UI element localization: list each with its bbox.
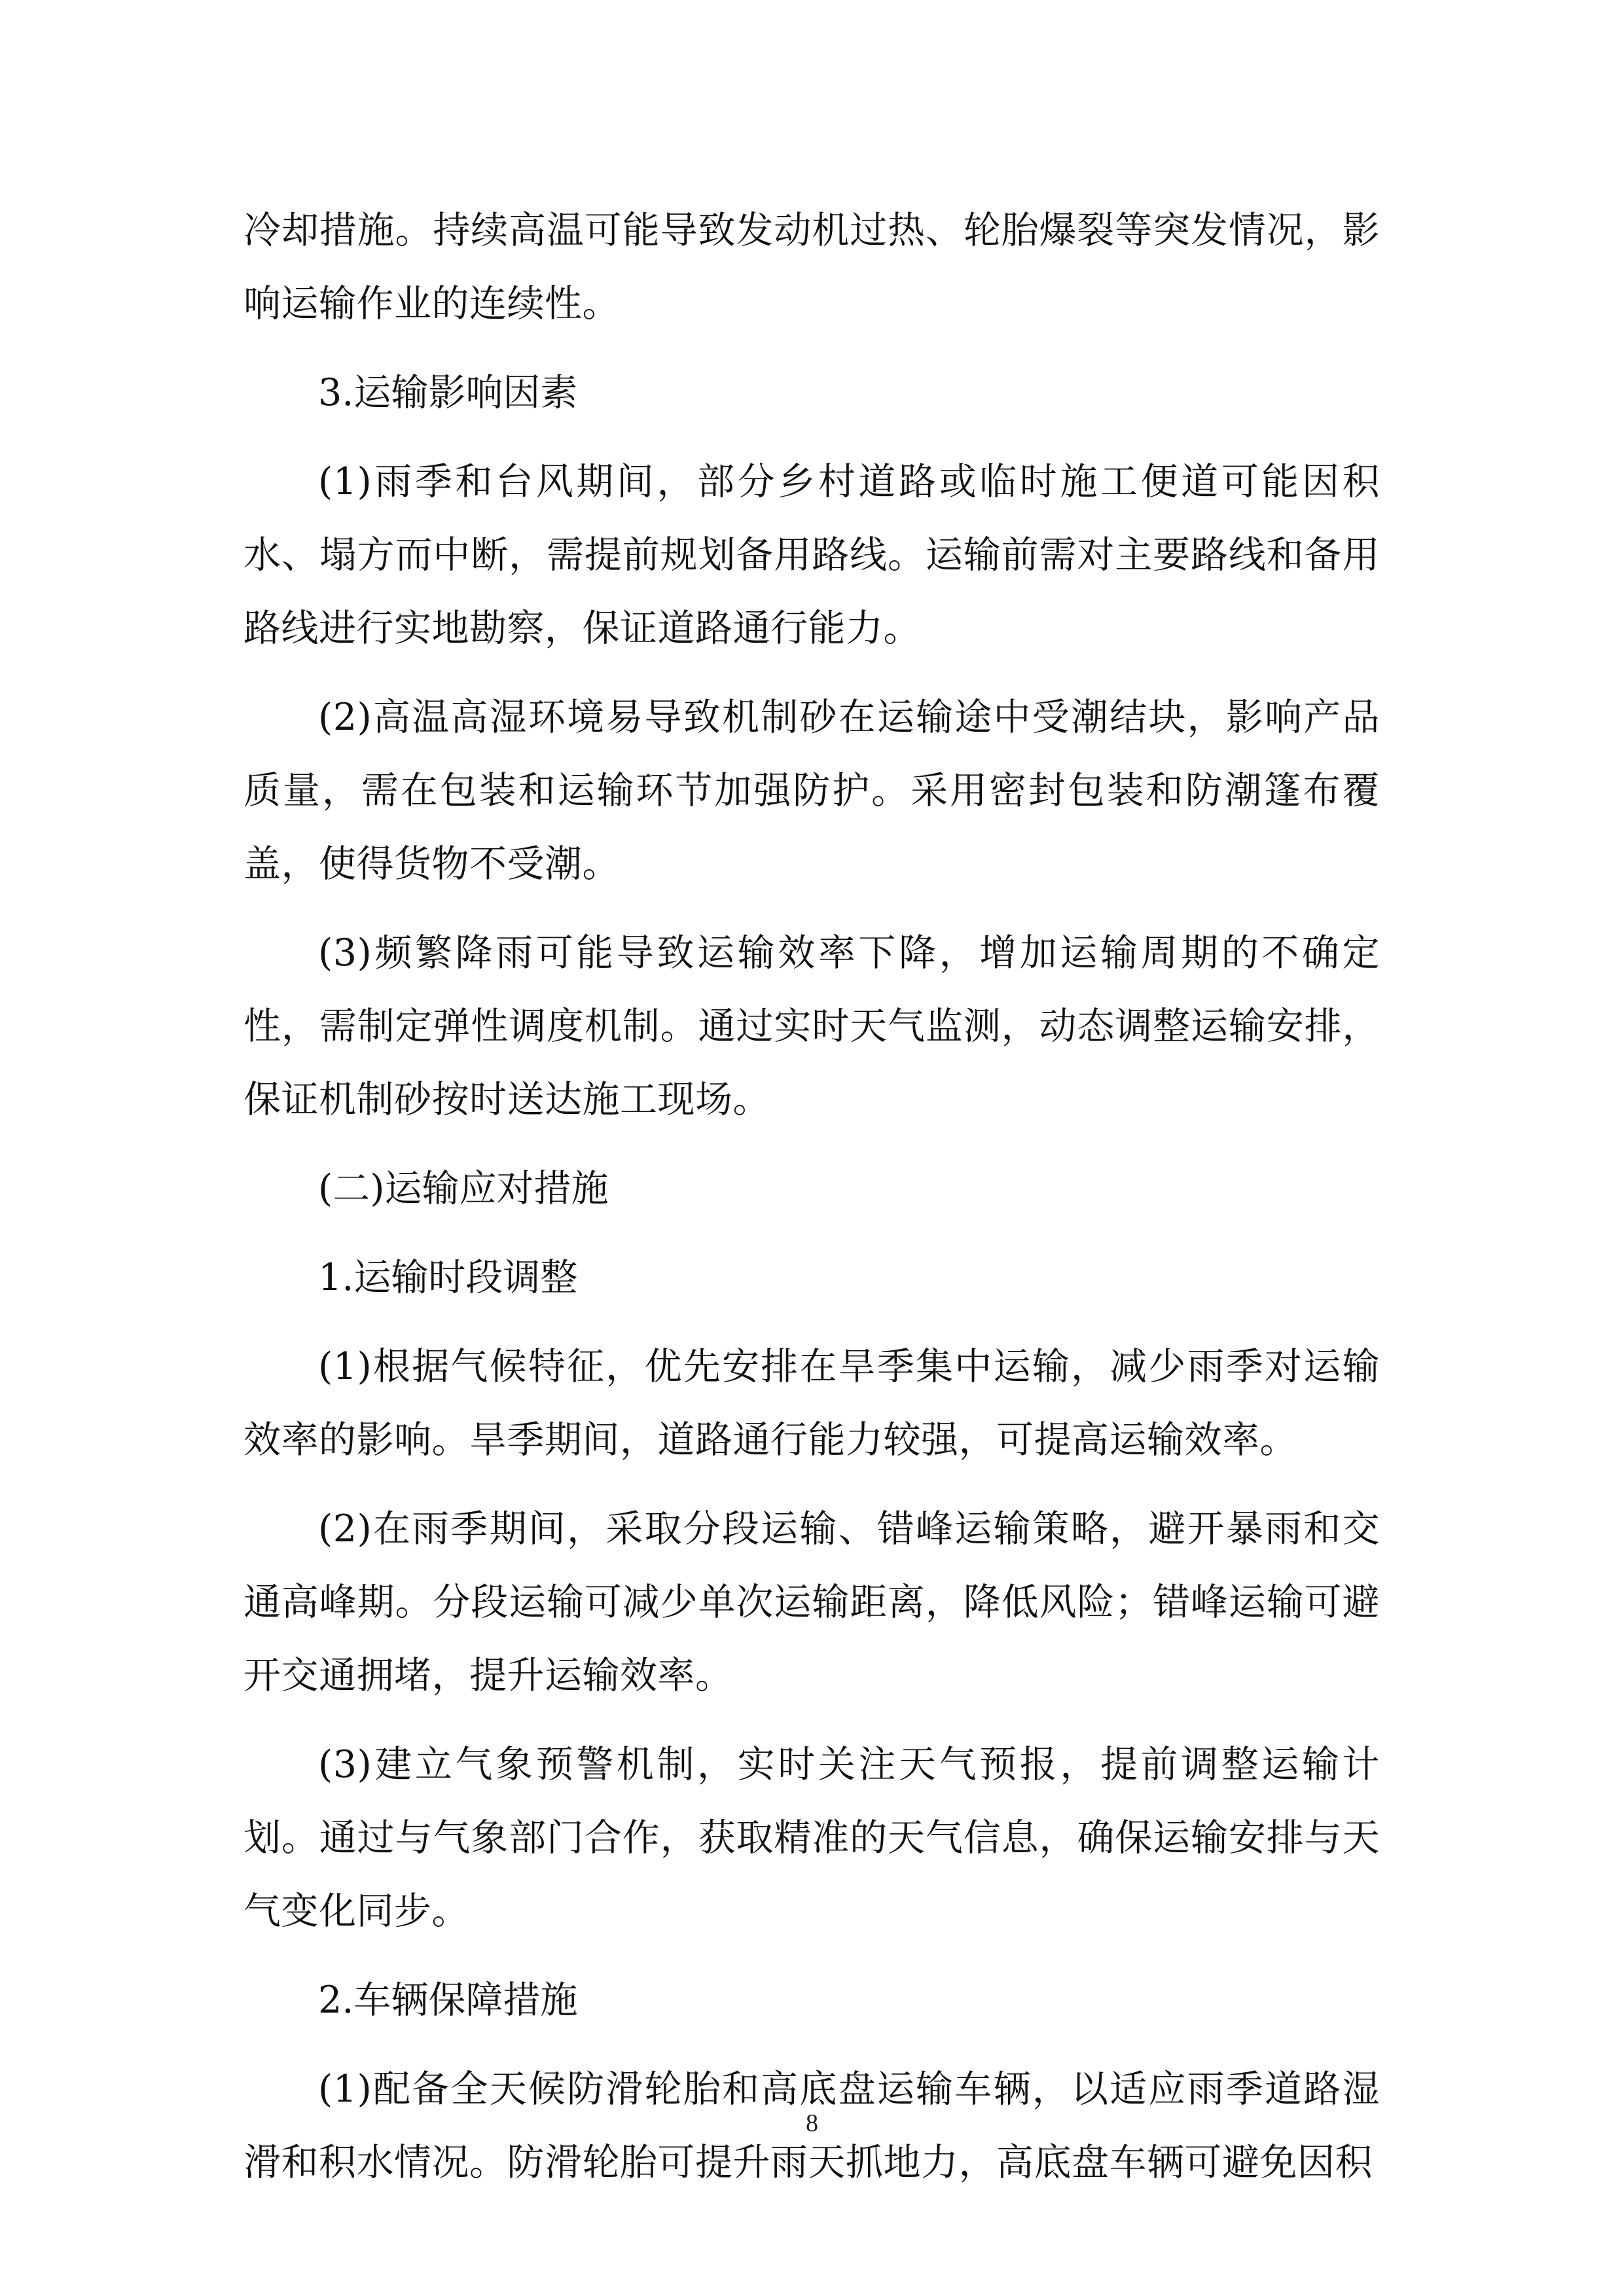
paragraph-staggered-transport: (2)在雨季期间，采取分段运输、错峰运输策略，避开暴雨和交通高峰期。分段运输可减少单次运输距离，降低风险；错峰运输可避开交通拥堵，提升运输效率。 <box>244 1507 1380 1697</box>
heading-transport-factors: 3.运输影响因素 <box>318 371 578 414</box>
page-number: 8 <box>806 2109 818 2137</box>
heading-vehicle-measures: 2.车辆保障措施 <box>318 1979 578 2022</box>
paragraph-road-interruption: (1)雨季和台风期间，部分乡村道路或临时施工便道可能因积水、塌方而中断，需提前规划备用路线。运输前需对主要路线和备用路线进行实地勘察，保证道路通行能力。 <box>244 460 1380 650</box>
paragraph-humidity-caking: (2)高温高湿环境易导致机制砂在运输途中受潮结块，影响产品质量，需在包装和运输环节加强防护。采用密封包装和防潮篷布覆盖，使得货物不受潮。 <box>244 696 1380 886</box>
heading-transport-countermeasures: (二)运输应对措施 <box>318 1167 609 1210</box>
document-body <box>244 194 1380 2215</box>
paragraph-weather-warning: (3)建立气象预警机制，实时关注天气预报，提前调整运输计划。通过与气象部门合作，获取精准的天气信息，确保运输安排与天气变化同步。 <box>244 1743 1380 1933</box>
paragraph-all-weather-tires: (1)配备全天候防滑轮胎和高底盘运输车辆，以适应雨季道路湿滑和积水情况。防滑轮胎可提升雨天抓地力，高底盘车辆可避免因积 <box>244 2068 1380 2184</box>
paragraph-continuation-engine-overheat: 冷却措施。持续高温可能导致发动机过热、轮胎爆裂等突发情况，影响运输作业的连续性。 <box>244 209 1380 325</box>
paragraph-dry-season-transport: (1)根据气候特征，优先安排在旱季集中运输，减少雨季对运输效率的影响。旱季期间，道路通行能力较强，可提高运输效率。 <box>244 1345 1380 1462</box>
paragraph-rain-efficiency: (3)频繁降雨可能导致运输效率下降，增加运输周期的不确定性，需制定弹性调度机制。通过实时天气监测，动态调整运输安排，保证机制砂按时送达施工现场。 <box>244 931 1380 1121</box>
heading-schedule-adjustment: 1.运输时段调整 <box>318 1256 578 1299</box>
